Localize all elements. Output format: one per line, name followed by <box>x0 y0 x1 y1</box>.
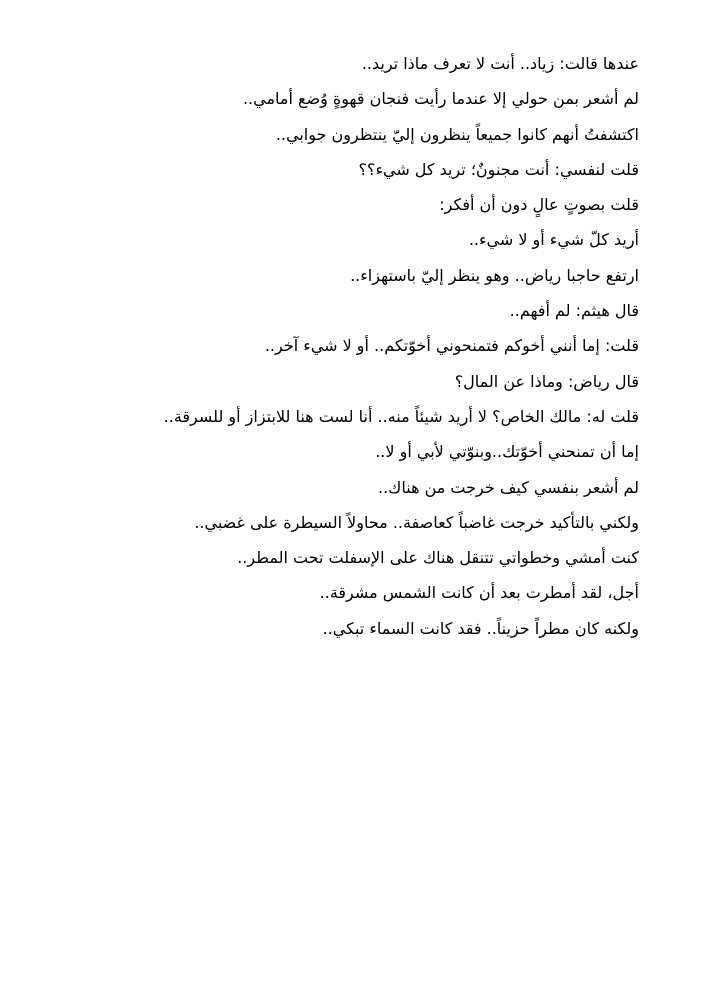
text-line: إما أن تمنحني أخوّتك..وبنوّتي لأبي أو لا.. <box>375 442 639 462</box>
text-line: اكتشفتُ أنهم كانوا جميعاً ينظرون إليّ ينتظرون جوابي.. <box>275 124 639 144</box>
text-line: قال هيثم: لم أفهم.. <box>509 301 639 321</box>
text-line: قال رياض: وماذا عن المال؟ <box>454 371 639 391</box>
text-line: ولكنه كان مطراً حزيناً.. فقد كانت السماء تبكي.. <box>322 618 639 638</box>
text-line: ارتفع حاجبا رياض.. وهو ينظر إليّ باستهزاء.. <box>350 265 639 285</box>
text-line: لم أشعر بمن حولي إلا عندما رأيت فنجان قهوةٍ وُضع أمامي.. <box>242 89 639 109</box>
text-line: عندها قالت: زياد.. أنت لا تعرف ماذا تريد.. <box>361 54 639 73</box>
text-line: قلت: إما أنني أخوكم فتمنحوني أخوّتكم.. أو لا شيء آخر.. <box>264 336 639 356</box>
text-line: أريد كلّ شيء أو لا شيء.. <box>468 230 639 250</box>
text-line: أجل، لقد أمطرت بعد أن كانت الشمس مشرقة.. <box>319 583 639 603</box>
text-line: كنت أمشي وخطواتي تتنقل هناك على الإسفلت تحت المطر.. <box>237 548 639 568</box>
text-line: لم أشعر بنفسي كيف خرجت من هناك.. <box>378 477 639 497</box>
body-text <box>79 46 639 646</box>
text-line: قلت له: مالك الخاص؟ لا أريد شيئاً منه.. أنا لست هنا للابتزاز أو للسرقة.. <box>163 406 639 426</box>
text-line: قلت بصوتٍ عالٍ دون أن أفكر: <box>439 195 639 215</box>
text-line: ولكني بالتأكيد خرجت غاضباً كعاصفة.. محاولاً السيطرة على غضبي.. <box>194 512 639 532</box>
text-line: قلت لنفسي: أنت مجنونٌ؛ تريد كل شيء؟؟ <box>358 159 639 179</box>
